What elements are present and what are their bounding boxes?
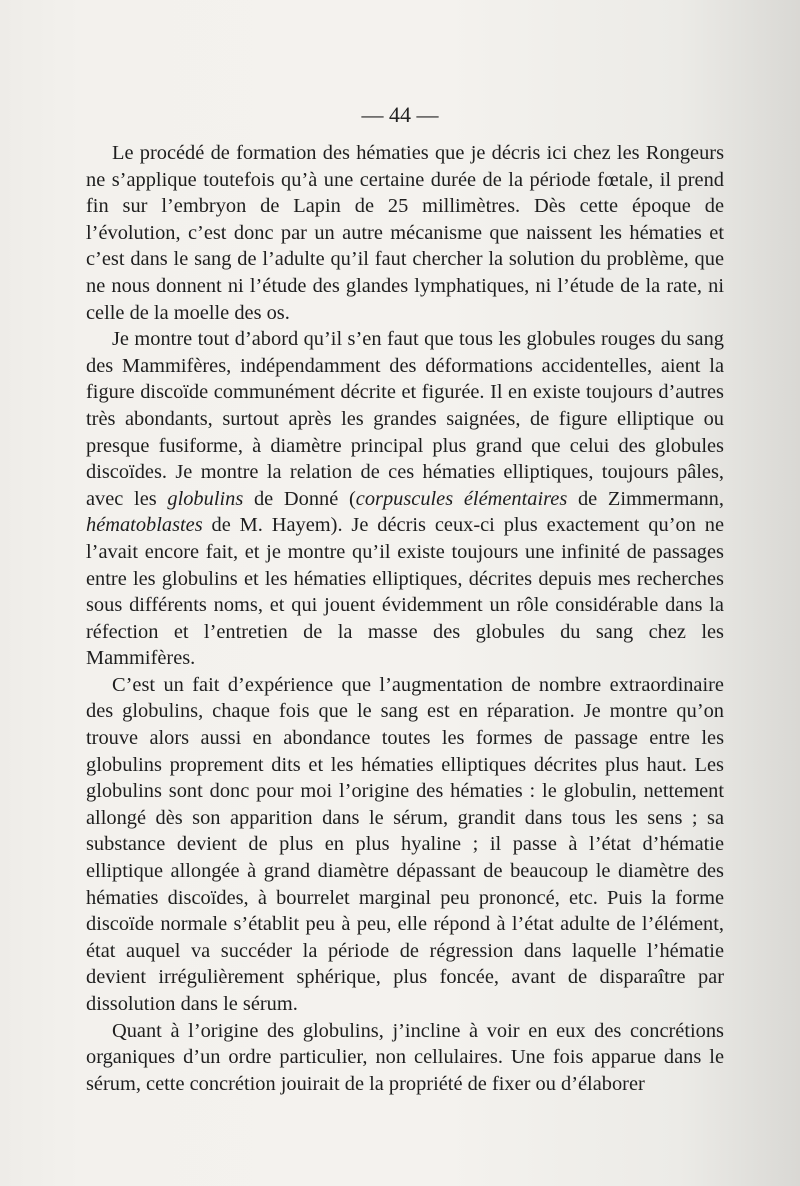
text-run: Je montre tout d’abord qu’il s’en faut que tous les globules rouges du sang des Mammifères, indépendamment des déformations accidentelles, aient la figure discoïde communément décrite et figurée. Il en existe toujours d’autres très abondants, surtout après les grandes saignées, de figure elliptique ou presque fusiforme, à diamètre principal plus grand que celui des globules discoïdes. Je montre la relation de ces hématies elliptiques, toujours pâles, avec les (86, 328, 724, 510)
paragraph (86, 326, 724, 672)
text-run: de Zimmermann, (567, 487, 724, 510)
text-run: de Donné ( (243, 487, 356, 510)
paragraph (86, 672, 724, 1018)
italic-term: globulins (167, 487, 244, 510)
text-run: de M. Hayem). Je décris ceux-ci plus exactement qu’on ne l’avait encore fait, et je montre qu’il existe toujours une infinité de passages entre les globulins et les hématies elliptiques, décrites depuis mes recherches sous différents noms, et qui jouent évidemment un rôle considérable dans la réfection et l’entretien de la masse des globules du sang chez les Mammifères. (86, 514, 724, 670)
page-number: — 44 — (361, 102, 439, 127)
italic-term: hématoblastes (86, 514, 203, 537)
italic-term: corpuscules élémentaires (355, 487, 568, 510)
text-run: C’est un fait d’expérience que l’augmentation de nombre extraordinaire des globulins, chaque fois que le sang est en réparation. Je montre qu’on trouve alors aussi en abondance toutes les formes de passage entre les globulins proprement dits et les hématies elliptiques décrites plus haut. Les globulins sont donc pour moi l’origine des hématies : le globulin, nettement allongé dès son apparition dans le sérum, grandit dans tous les sens ; sa substance devient de plus en plus hyaline ; il passe à l’état d’hématie elliptique allongée à grand diamètre dépassant de beaucoup le diamètre des hématies discoïdes, à bourrelet marginal peu prononcé, etc. Puis la forme discoïde normale s’établit peu à peu, elle répond à l’état adulte de l’élément, état auquel va succéder la période de régression dans laquelle l’hématie devient irrégulièrement sphérique, plus foncée, avant de disparaître par dissolution dans le sérum. (86, 673, 724, 1015)
text-run: Le procédé de formation des hématies que je décris ici chez les Rongeurs ne s’applique toutefois qu’à une certaine durée de la période fœtale, il prend fin sur l’embryon de Lapin de 25 millimètres. Dès cette époque de l’évolution, c’est donc par un autre mécanisme que naissent les hématies et c’est dans le sang de l’adulte qu’il faut chercher la solution du problème, que ne nous donnent ni l’étude des glandes lymphatiques, ni l’étude de la rate, ni celle de la moelle des os. (86, 142, 724, 324)
paragraph (86, 1018, 724, 1098)
paragraph (86, 140, 724, 326)
text-run: Quant à l’origine des globulins, j’incline à voir en eux des concrétions organiques d’un ordre particulier, non cellulaires. Une fois apparue dans le sérum, cette concrétion jouirait de la propriété de fixer ou d’élaborer (86, 1019, 724, 1095)
body-text (86, 140, 724, 1097)
